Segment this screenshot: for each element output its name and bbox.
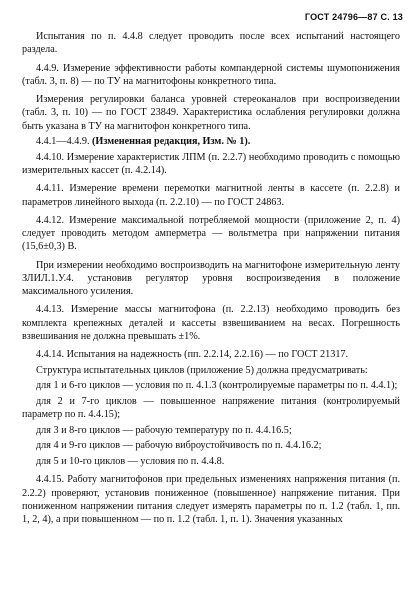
paragraph: 4.4.12. Измерение максимальной потребляемой мощности (приложение 2, п. 4) следует проводить методом амперметра — вольтметра при напряжении питания (15,6±0,3) В. [22,214,400,253]
list-item: для 5 и 10-го циклов — условия по п. 4.4.8. [36,456,225,468]
amendment-note: (Измененная редакция, Изм. № 1). [92,136,251,148]
paragraph: 4.4.14. Испытания на надежность (пп. 2.2.14, 2.2.16) — по ГОСТ 21317. [36,349,349,361]
list-item: для 3 и 8-го циклов — рабочую температуру по п. 4.4.16.5; [36,424,292,436]
list-item: для 4 и 9-го циклов — рабочую виброустойчивость по п. 4.4.16.2; [36,440,322,452]
paragraph: Измерения регулировки баланса уровней стереоканалов при воспроизведении (табл. 3, п. 10) — по ГОСТ 23849. Характеристика ослабления регулировки должна быть указана в ТУ на магнитофон конкретного типа. [22,94,400,132]
paragraph: 4.4.10. Измерение характеристик ЛПМ (п. 2.2.7) необходимо проводить с помощью измерительных кассет (п. 4.2.14). [22,151,400,177]
list-item: для 2 и 7-го циклов — повышенное напряжение питания (контролируемый параметр по п. 4.4.15); [22,395,400,421]
page-header: ГОСТ 24796—87 С. 13 [304,12,403,22]
paragraph: Структура испытательных циклов (приложение 5) должна предусматривать: [36,364,368,376]
paragraph: Испытания по п. 4.4.8 следует проводить после всех испытаний настоящего раздела. [22,31,400,56]
list-item: для 1 и 6-го циклов — условия по п. 4.1.3 (контролируемые параметры по п. 4.4.1); [36,380,398,392]
paragraph: При измерении необходимо воспроизводить на магнитофоне измерительную ленту ЗЛИЛ.1.У.4. установив регулятор уровня воспроизведения в положение максимального усиления. [22,259,400,298]
paragraph: 4.4.13. Измерение массы магнитофона (п. 2.2.13) необходимо проводить без комплекта крепежных деталей и кассеты взвешиванием на весах. Погрешность взвешивания не должна превышать ±1%. [22,304,400,342]
paragraph-prefix: 4.4.1—4.4.9. [36,136,93,148]
paragraph [22,135,400,148]
paragraph: 4.4.15. Работу магнитофонов при предельных изменениях напряжения питания (п. 2.2.2) проверяют, установив пониженное (повышенное) напряжение питания. При пониженном напряжении питания следует измерять параметры по п. 1.2 (табл. 1, пп. 1, 2, 4), а при повышенном — по п. 1.2 (табл. 1, п. 1). Значения указанных [22,474,400,526]
document-body [22,30,400,529]
paragraph: 4.4.9. Измерение эффективности работы компандерной системы шумопонижения (табл. 3, п. 8) — по ТУ на магнитофоны конкретного типа. [22,62,400,87]
paragraph: 4.4.11. Измерение времени перемотки магнитной ленты в кассете (п. 2.2.8) и параметров линейного выхода (п. 2.2.10) — по ГОСТ 24863. [22,183,400,208]
